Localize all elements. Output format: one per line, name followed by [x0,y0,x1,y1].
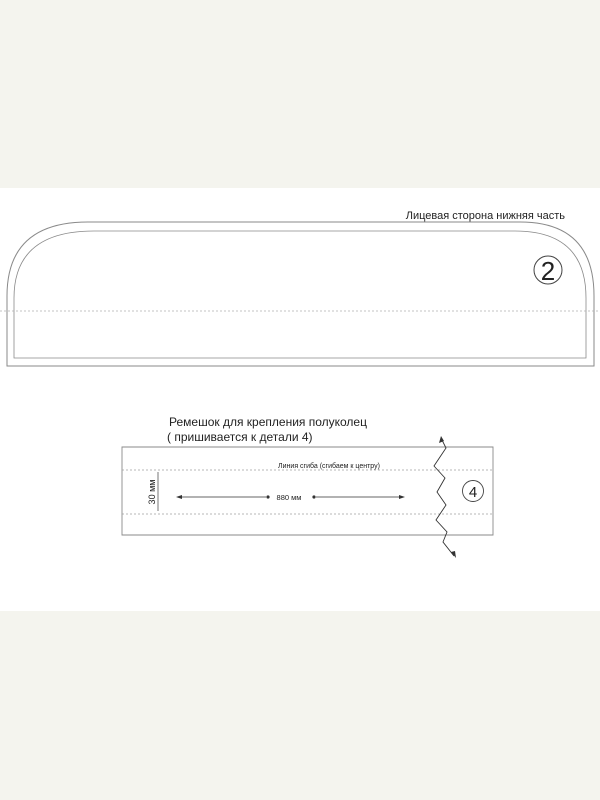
break-mark-arrow-bottom [451,551,456,558]
fold-line-label: Линия сгиба (сгибаем к центру) [278,463,380,470]
piece-4 [122,415,493,558]
piece-2-label: Лицевая сторона нижняя часть [405,210,565,222]
piece-2-number: 2 [540,256,556,286]
length-dimension-label: 880 мм [276,493,302,502]
width-dimension-label: 30 мм [147,479,157,505]
length-arrowhead-right [399,495,405,499]
break-mark [434,438,454,556]
piece-2-inner-outline [14,231,586,358]
length-dot-right [312,495,315,498]
length-dot-left [266,495,269,498]
length-arrowhead-left [176,495,182,499]
piece-2-outer-outline [7,222,594,366]
piece-4-title-line-2: ( пришивается к детали 4) [167,430,313,444]
piece-4-title-line-1: Ремешок для крепления полуколец [169,415,367,429]
piece-4-number: 4 [468,484,478,501]
piece-2 [0,210,600,366]
